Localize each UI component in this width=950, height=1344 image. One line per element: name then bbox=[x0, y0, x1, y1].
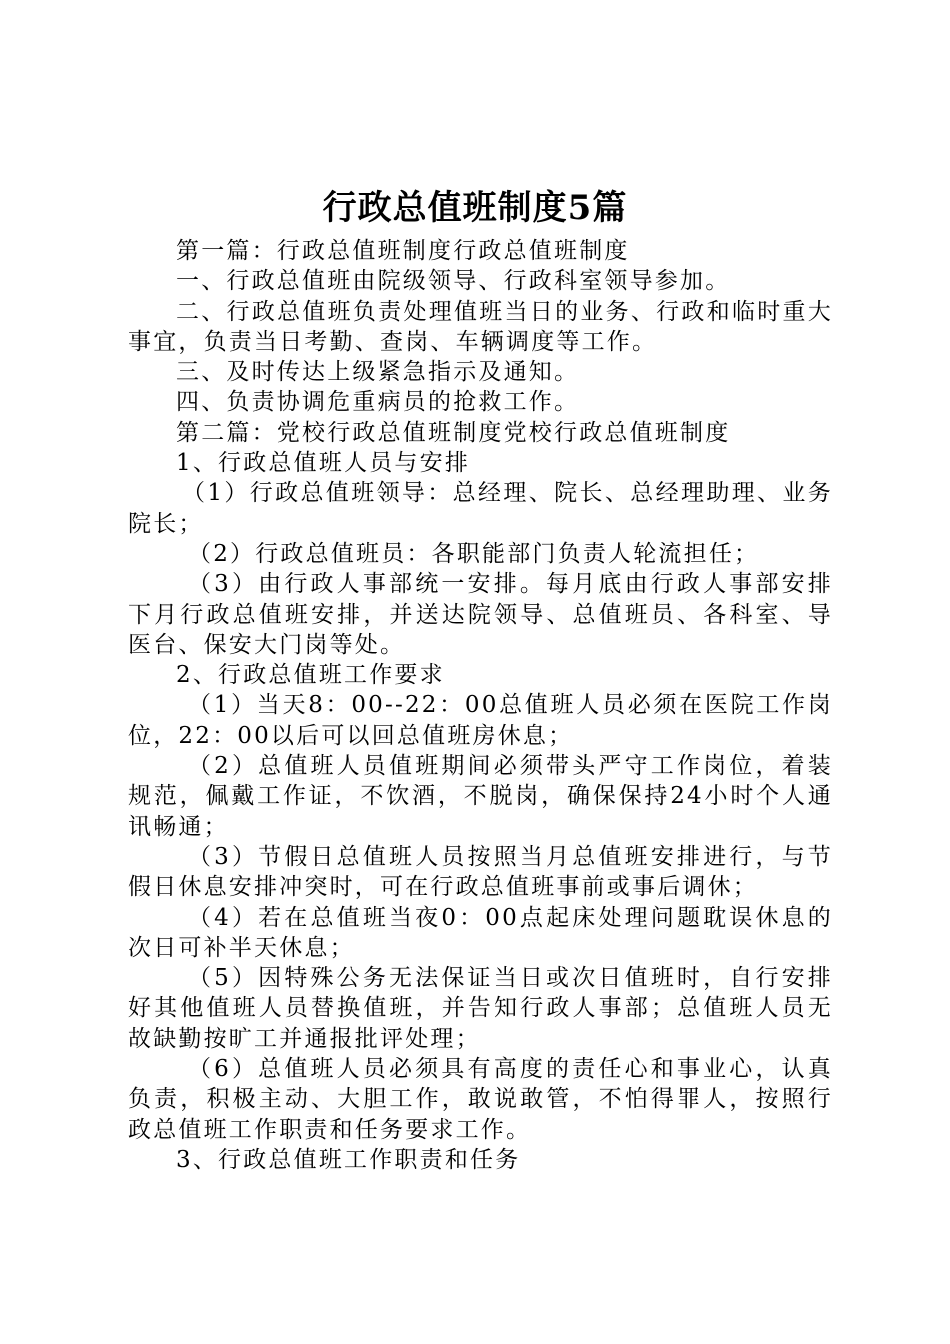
paragraph-2-5: （5）因特殊公务无法保证当日或次日值班时，自行安排好其他值班人员替换值班，并告知行政人事部；总值班人员无故缺勤按旷工并通报批评处理； bbox=[128, 965, 833, 1052]
section-heading-2: 2、行政总值班工作要求 bbox=[176, 662, 445, 689]
paragraph-2-6: （6）总值班人员必须具有高度的责任心和事业心，认真负责，积极主动、大胆工作，敢说敢管，不怕得罪人，按照行政总值班工作职责和任务要求工作。 bbox=[128, 1056, 833, 1143]
document-body bbox=[128, 236, 833, 1175]
paragraph-1-1: （1）行政总值班领导：总经理、院长、总经理助理、业务院长； bbox=[128, 480, 833, 537]
paragraph-item-2: 二、行政总值班负责处理值班当日的业务、行政和临时重大事宜，负责当日考勤、查岗、车辆调度等工作。 bbox=[128, 298, 833, 355]
paragraph-item-3: 三、及时传达上级紧急指示及通知。 bbox=[176, 359, 580, 386]
paragraph-1-2: （2）行政总值班员：各职能部门负责人轮流担任； bbox=[188, 540, 760, 567]
paragraph-item-4: 四、负责协调危重病员的抢救工作。 bbox=[176, 389, 580, 416]
paragraph-2-2: （2）总值班人员值班期间必须带头严守工作岗位，着装规范，佩戴工作证，不饮酒，不脱岗，确保保持24小时个人通讯畅通； bbox=[128, 753, 833, 840]
paragraph-item-1: 一、行政总值班由院级领导、行政科室领导参加。 bbox=[176, 268, 731, 295]
paragraph-1-3: （3）由行政人事部统一安排。每月底由行政人事部安排下月行政总值班安排，并送达院领导、总值班员、各科室、导医台、保安大门岗等处。 bbox=[128, 571, 833, 658]
section-heading-3: 3、行政总值班工作职责和任务 bbox=[176, 1146, 521, 1173]
paragraph-part-two-heading: 第二篇：党校行政总值班制度党校行政总值班制度 bbox=[176, 419, 731, 446]
document-title: 行政总值班制度5篇 bbox=[322, 188, 628, 228]
section-heading-1: 1、行政总值班人员与安排 bbox=[176, 450, 471, 477]
paragraph-2-3: （3）节假日总值班人员按照当月总值班安排进行，与节假日休息安排冲突时，可在行政总值班事前或事后调休； bbox=[128, 843, 833, 901]
paragraph-2-1: （1）当天8：00--22：00总值班人员必须在医院工作岗位，22：00以后可以回总值班房休息； bbox=[128, 692, 833, 749]
paragraph-2-4: （4）若在总值班当夜0：00点起床处理问题耽误休息的次日可补半天休息； bbox=[128, 904, 833, 961]
paragraph-part-one-heading: 第一篇：行政总值班制度行政总值班制度 bbox=[176, 238, 630, 264]
